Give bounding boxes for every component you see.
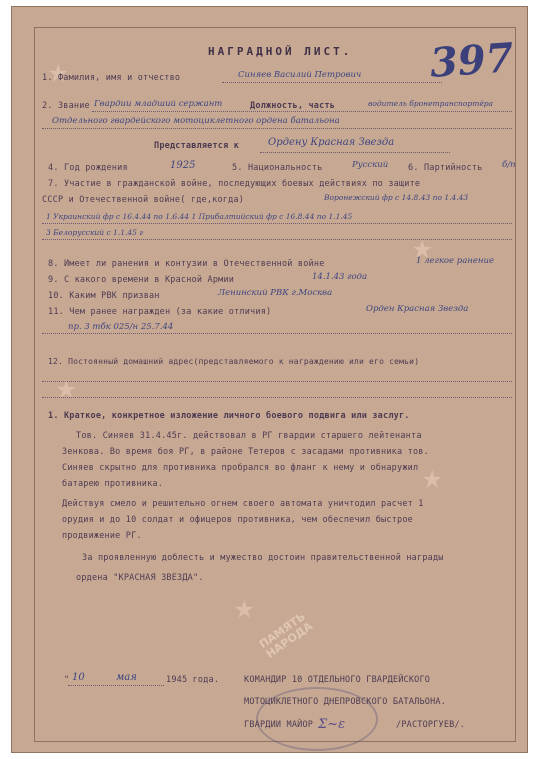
field-value-rvk: Ленинский РВК г.Москва [218,288,333,298]
field-label-prior-awards: 11. Чем ранее награжден (за какие отличия) [48,307,272,317]
narrative-line: орудия и до 10 солдат и офицеров противника, чем обеспечил быстрое [62,515,413,525]
field-value-name: Синяев Василий Петрович [238,70,362,80]
star-watermark-icon: ★ [412,227,433,267]
date-day: 10 [72,672,85,683]
field-label-wounds: 8. Имеет ли ранения и контузии в Отечественной войне [48,259,325,269]
field-label-rvk: 10. Каким РВК призван [48,291,160,301]
narrative-line: Зенкова. Во время боя РГ, в районе Тетеров с засадами противника тов. [62,447,429,457]
watermark-text: ПАМЯТЬ НАРОДА [256,610,315,661]
field-value-service-3: 3 Белорусский с 1.1.45 г [46,228,144,237]
field-value-service-2: 1 Украинский фр с 16.4.44 по 1.6.44 1 Прибалтийский фр с 16.8.44 по 1.1.45 [46,212,353,221]
date-year: 1945 года. [166,675,220,685]
fill-line [68,685,164,686]
field-label-nationality: 5. Национальность [232,163,323,173]
field-label-position: Должность, часть [250,101,336,111]
narrative-line: За проявленную доблесть и мужество достоин правительственной награды [82,553,444,563]
field-value-service-1: Воронежский фр с 14.8.43 по 1.4.43 [324,193,469,202]
document-number: 397 [427,34,515,87]
star-watermark-icon: ★ [48,51,69,91]
narrative-line: ордена "КРАСНАЯ ЗВЕЗДА". [76,573,204,583]
fill-line [42,333,512,334]
narrative-line: батарею противника. [62,479,164,489]
field-value-rank: Гвардии младший сержант [94,99,223,109]
fill-line [42,239,512,240]
field-label-rank: 2. Звание [42,101,90,111]
document-title: НАГРАДНОЙ ЛИСТ. [208,45,353,58]
fill-line [92,111,512,112]
narrative-line: Действуя смело и решительно огнем своего автомата уничтодил расчет 1 [62,499,424,509]
field-value-award: Ордену Красная Звезда [268,137,395,148]
star-watermark-icon: ★ [422,457,443,497]
signature-line: /РАСТОРГУЕВ/. [396,720,466,730]
date-month: мая [116,672,137,683]
fill-line [42,223,512,224]
field-label-party: 6. Партийность [408,163,483,173]
star-watermark-icon: ★ [56,367,77,407]
handwritten-signature: Ʃ~ε [318,717,346,732]
field-value-unit: Отдельного гвардейского мотоциклетного ордена батальона [52,116,340,126]
field-value-party: б/п [502,160,516,170]
star-watermark-icon: ★ [234,587,255,627]
signature-line: ГВАРДИИ МАЙОР [244,720,314,730]
narrative-line: Синяев скрытно для противника пробрался во фланг к нему и обнаружил [62,463,419,473]
field-value-army-since: 14.1.43 года [312,272,368,282]
section-title: 1. Краткое, конкретное изложение личного боевого подвига или заслуг. [48,411,410,421]
field-label-name: 1. Фамилия, имя и отчество [42,73,181,83]
fill-line [42,128,512,129]
field-label-nominated: Представляется к [154,141,240,151]
narrative-line: продвижение РГ. [62,531,142,541]
field-value-birth-year: 1925 [170,160,196,171]
narrative-line: Тов. Синяев 31.4.45г. действовал в РГ гвардии старшего лейтенанта [76,431,422,441]
field-label-address: 12. Постоянный домашний адрес(представляемого к награждению или его семьи) [48,357,420,366]
date-open-quote: " [64,675,70,685]
field-label-army-since: 9. С какого времени в Красной Армии [48,275,235,285]
field-value-nationality: Русский [352,160,389,170]
fill-line [222,82,442,83]
field-value-position: водитель бронетранспортёра [368,99,494,108]
fill-line [260,152,450,153]
field-label-service-cont: СССР и Отечественной войне( где,когда) [42,195,245,205]
fill-line [42,397,512,398]
field-label-birth-year: 4. Год рождения [48,163,128,173]
field-value-prior-awards-order: пр. 3 тбк 025/н 25.7.44 [68,322,174,332]
field-value-prior-awards: Орден Красная Звезда [366,304,469,314]
signature-line: МОТОЦИКЛЕТНОГО ДНЕПРОВСКОГО БАТАЛЬОНА. [244,697,447,707]
signature-line: КОМАНДИР 10 ОТДЕЛЬНОГО ГВАРДЕЙСКОГО [244,675,431,685]
field-value-wounds: 1 легкое ранение [416,256,495,266]
fill-line [42,381,512,382]
field-label-service: 7. Участие в гражданской войне, последующих боевых действиях по защите [48,179,421,189]
award-sheet [11,6,528,753]
